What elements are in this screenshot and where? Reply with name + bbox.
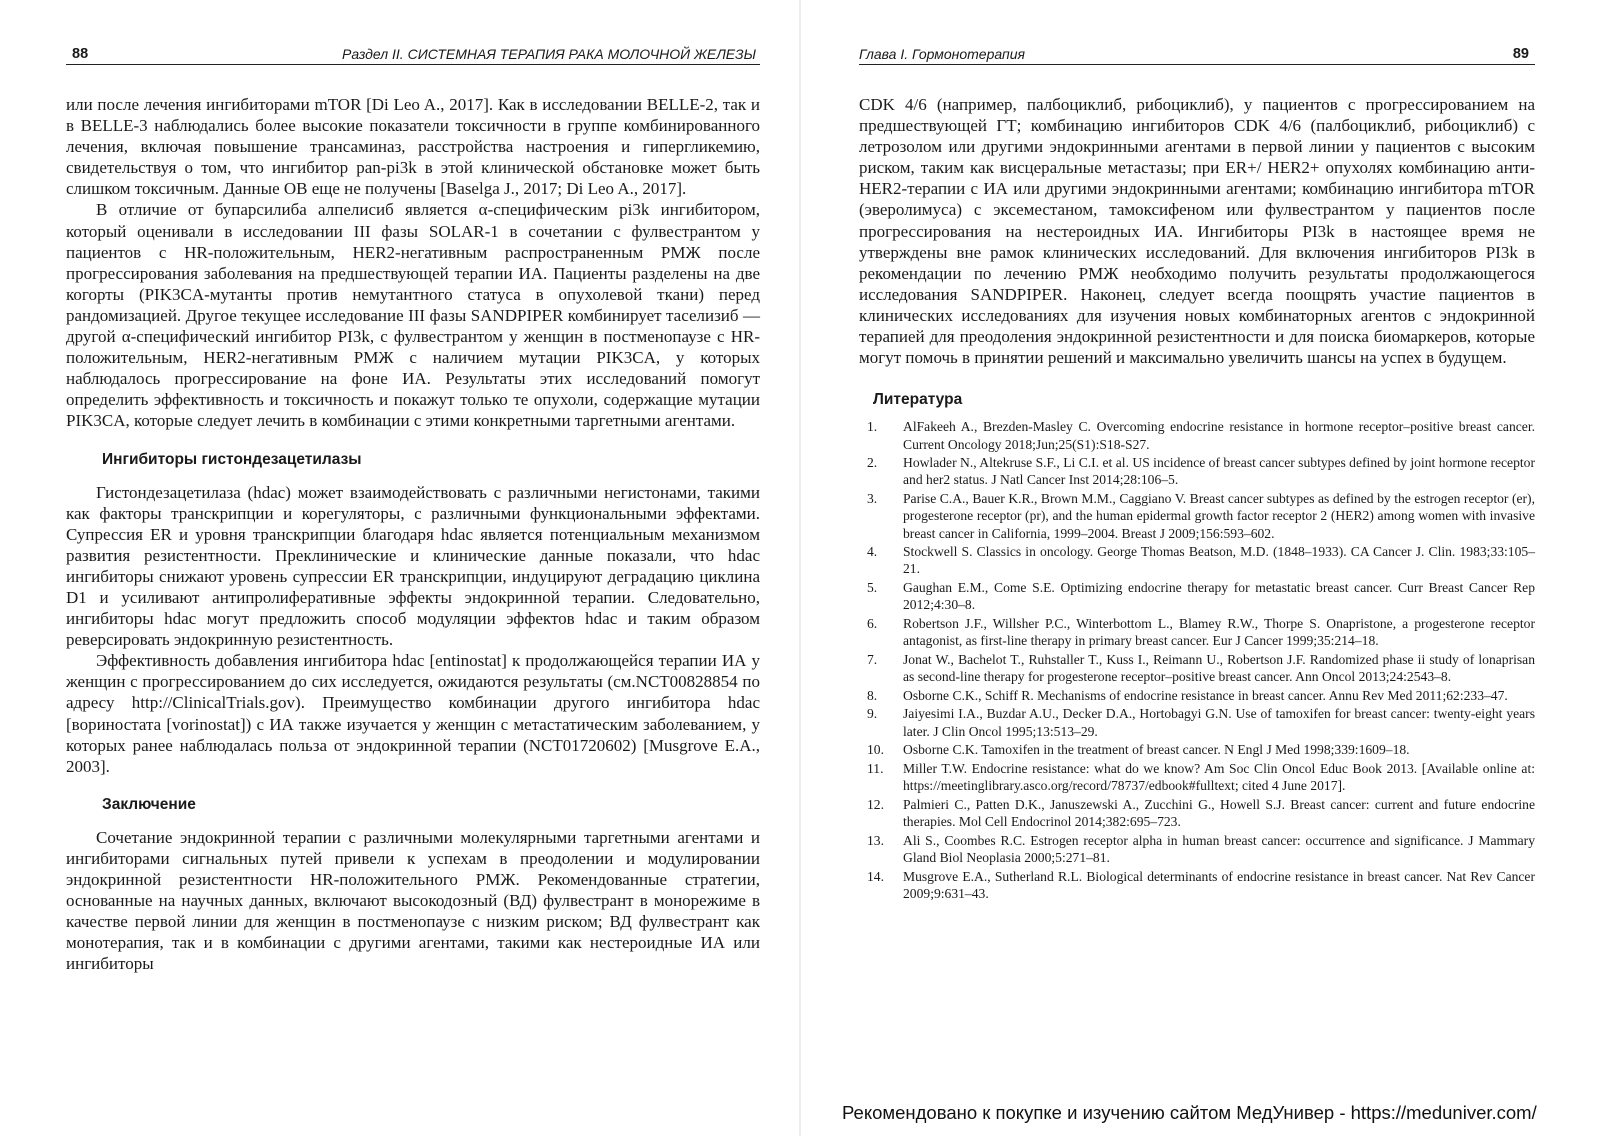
section-heading: Заключение <box>102 795 196 813</box>
reference-text: Jonat W., Bachelot T., Ruhstaller T., Kuss I., Reimann U., Robertson J.F. Randomized phase ii study of lonaprisan as second-line therapy for progesterone receptor–positive breast cancer. Ann Oncol 2013;24:2543–8. <box>903 651 1535 685</box>
reference-item <box>859 543 1535 578</box>
reference-number: 6. <box>867 615 878 631</box>
reference-number: 8. <box>867 687 878 703</box>
reference-item <box>859 796 1535 831</box>
reference-item <box>859 687 1535 704</box>
reference-text: Stockwell S. Classics in oncology. George Thomas Beatson, M.D. (1848–1933). CA Cancer J. Clin. 1983;33:105–21. <box>903 544 1535 577</box>
paragraph: CDK 4/6 (например, палбоциклиб, рибоциклиб), у пациентов с прогрессированием на предшествующей ГТ; комбинацию ингибиторов CDK 4/6 (палбоциклиб, рибоциклиб) с летрозолом или другими эндокринными агентами в первой линии у пациентов с высоким риском, таким как висцеральные метастазы; при ER+/ HER2+ опухолях комбинацию анти-HER2-терапии с ИА или другими эндокринными агентами; комбинацию ингибитора mTOR (эверолимуса) с эксеместаном, тамоксифеном или фулвестрантом у пациентов после прогрессирования на нестероидных ИА. Ингибиторы PI3k в настоящее время не утверждены вне рамок клинических исследований. Для включения ингибиторов PI3k в рекомендации по лечению РМЖ необходимо получить результаты продолжающегося исследования SANDPIPER. Наконец, следует всегда поощрять участие пациентов в клинических исследованиях для изучения новых комбинаторных агентов с эндокринной терапией для преодоления эндокринной резистентности и для поиска биомаркеров, которые могут помочь в принятии решений и максимально увеличить шансы на успех в будущем. <box>859 95 1535 368</box>
paragraph: Эффективность добавления ингибитора hdac [entinostat] к продолжающейся терапии ИА у женщин с прогрессированием до сих исследуется, ожидаются результаты (см.NCT00828854 по адресу http://ClinicalTrials.gov). Преимущество комбинации другого ингибитора hdac [вориностата [vorinostat]) с ИА также изучается у женщин с метастатическим заболеванием, у которых ранее наблюдалась польза от эндокринной терапии (NCT01720602) [Musgrove E.A., 2003]. <box>66 651 760 776</box>
page-number: 89 <box>1512 46 1529 62</box>
reference-item <box>859 705 1535 740</box>
reference-number: 2. <box>867 455 878 471</box>
reference-text: Musgrove E.A., Sutherland R.L. Biological determinants of endocrine resistance in breast cancer. Nat Rev Cancer 2009;9:631–43. <box>903 868 1535 901</box>
reference-number: 10. <box>867 742 884 758</box>
reference-item <box>859 490 1535 542</box>
page-number: 88 <box>72 46 89 62</box>
reference-text: Miller T.W. Endocrine resistance: what do we know? Am Soc Clin Oncol Educ Book 2013. [Available online at: https://meetinglibrary.asco.org/record/78737/edbook#fulltext; cited 4 June 2017]. <box>903 760 1535 794</box>
paragraph: Сочетание эндокринной терапии с различными молекулярными таргетными агентами и ингибиторами сигнальных путей привели к успехам в преодолении и модулировании эндокринной резистентности HR-положительного РМЖ. Рекомендованные стратегии, основанные на научных данных, включают высокодозный (ВД) фулвестрант в монорежиме в качестве первой линии для женщин в постменопаузе с низким риском; ВД фулвестрант как монотерапия, так и в комбинации с другими агентами, такими как нестероидные ИА или ингибиторы <box>66 827 760 974</box>
paragraph: Гистондезацетилаза (hdac) может взаимодействовать с различными негистонами, такими как факторы транскрипции и корегуляторы, с различными функциональными эффектами. Супрессия ER и уровня транскрипции благодаря hdac является потенциальным механизмом развития резистентности. Преклинические и клинические данные показали, что hdac ингибиторы снижают уровень супрессии ER транскрипции, индуцируют деградацию циклина D1 и усиливают антипролиферативные эффекты эндокринной терапии. Следовательно, ингибиторы hdac могут предложить способ модуляции эффектов hdac и таким образом реверсировать эндокринную резистентность. <box>66 482 760 650</box>
running-head <box>859 44 1535 65</box>
reference-number: 13. <box>867 832 884 848</box>
reference-number: 4. <box>867 544 878 560</box>
reference-list <box>859 418 1535 902</box>
reference-item <box>859 760 1535 795</box>
reference-number: 3. <box>867 491 878 506</box>
reference-text: Robertson J.F., Willsher P.C., Winterbottom L., Blamey R.W., Thorpe S. Onapristone, a progesterone receptor antagonist, as first-line therapy in primary breast cancer. Eur J Cancer 1999;35:214–18. <box>903 615 1535 649</box>
reference-text: Parise C.A., Bauer K.R., Brown M.M., Caggiano V. Breast cancer subtypes as defined by the estrogen receptor (er), progesterone receptor (pr), and the human epidermal growth factor receptor 2 (HER2) among women with invasive breast cancer in California, 1999–2004. Breast J 2009;156:593–602. <box>903 491 1535 541</box>
reference-text: Howlader N., Altekruse S.F., Li C.I. et al. US incidence of breast cancer subtypes defined by joint hormone receptor and her2 status. J Natl Cancer Inst 2014;28:106–5. <box>903 455 1535 488</box>
references-heading: Литература <box>873 391 963 409</box>
page-gutter <box>799 0 801 1136</box>
page-body <box>859 94 1535 903</box>
page-body <box>66 94 760 974</box>
reference-number: 12. <box>867 796 884 812</box>
running-head <box>66 44 760 65</box>
reference-text: Gaughan E.M., Come S.E. Optimizing endocrine therapy for metastatic breast cancer. Curr Breast Cancer Rep 2012;4:30–8. <box>903 580 1535 613</box>
reference-item <box>859 615 1535 650</box>
section-heading: Ингибиторы гистондезацетилазы <box>102 450 362 468</box>
reference-number: 5. <box>867 580 878 596</box>
reference-text: Ali S., Coombes R.C. Estrogen receptor alpha in human breast cancer: occurrence and significance. J Mammary Gland Biol Neoplasia 2000;5:271–81. <box>903 832 1535 865</box>
reference-number: 11. <box>867 760 884 776</box>
footer-note: Рекомендовано к покупке и изучению сайтом МедУнивер - https://meduniver.com/ <box>842 1102 1537 1123</box>
reference-item <box>859 454 1535 489</box>
paragraph: или после лечения ингибиторами mTOR [Di Leo A., 2017]. Как в исследовании BELLE-2, так и в BELLE-3 наблюдались более высокие показатели токсичности в группе комбинированного лечения, включая повышение трансаминаз, расстройства настроения и гипергликемию, свидетельствуя о том, что ингибитор pan-pi3k в этой клинической обстановке может быть слишком токсичным. Данные ОВ еще не получены [Baselga J., 2017; Di Leo A., 2017]. <box>66 95 760 199</box>
reference-number: 1. <box>867 419 878 435</box>
reference-item <box>859 418 1535 453</box>
right-page <box>859 0 1535 1136</box>
reference-number: 9. <box>867 706 878 722</box>
reference-item <box>859 741 1535 758</box>
reference-number: 14. <box>867 868 884 884</box>
reference-number: 7. <box>867 651 878 667</box>
reference-text: Jaiyesimi I.A., Buzdar A.U., Decker D.A., Hortobagyi G.N. Use of tamoxifen for breast cancer: twenty-eight years later. J Clin Oncol 1995;13:513–29. <box>903 706 1535 739</box>
running-title: Глава I. Гормонотерапия <box>859 46 1025 62</box>
reference-item <box>859 579 1535 614</box>
reference-text: AlFakeeh A., Brezden-Masley C. Overcoming endocrine resistance in hormone receptor–positive breast cancer. Current Oncology 2018;Jun;25(S1):S18-S27. <box>903 419 1535 452</box>
reference-item <box>859 651 1535 686</box>
reference-text: Palmieri C., Patten D.K., Januszewski A., Zucchini G., Howell S.J. Breast cancer: current and future endocrine therapies. Mol Cell Endocrinol 2014;382:695–723. <box>903 796 1535 830</box>
reference-item <box>859 832 1535 867</box>
reference-item <box>859 868 1535 903</box>
paragraph: В отличие от бупарсилиба алпелисиб является α-специфическим pi3k ингибитором, который оценивали в исследовании III фазы SOLAR-1 в сочетании с фулвестрантом у пациентов с HR-положительным, HER2-негативным распространенным РМЖ после прогрессирования заболевания на предшествующей терапии ИА. Пациенты разделены на две когорты (PIK3CA-мутанты против немутантного статуса в опухолевой ткани) перед рандомизацией. Другое текущее исследование III фазы SANDPIPER комбинирует таселизиб — другой α-специфический ингибитор PI3k, с фулвестрантом у женщин в постменопаузе с HR-положительным, HER2-негативным РМЖ с наличием мутации PIK3CA, у которых наблюдалось прогрессирование на фоне ИА. Результаты этих исследований помогут определить эффективность и токсичность и покажут только те опухоли, содержащие мутации PIK3CA, которые следует лечить в комбинации с этими конкретными таргетными агентами. <box>66 200 760 431</box>
left-page <box>66 0 760 1136</box>
reference-text: Osborne C.K. Tamoxifen in the treatment of breast cancer. N Engl J Med 1998;339:1609–18. <box>903 742 1410 758</box>
running-title: Раздел II. СИСТЕМНАЯ ТЕРАПИЯ РАКА МОЛОЧНОЙ ЖЕЛЕЗЫ <box>342 46 756 62</box>
reference-text: Osborne C.K., Schiff R. Mechanisms of endocrine resistance in breast cancer. Annu Rev Med 2011;62:233–47. <box>903 687 1508 703</box>
